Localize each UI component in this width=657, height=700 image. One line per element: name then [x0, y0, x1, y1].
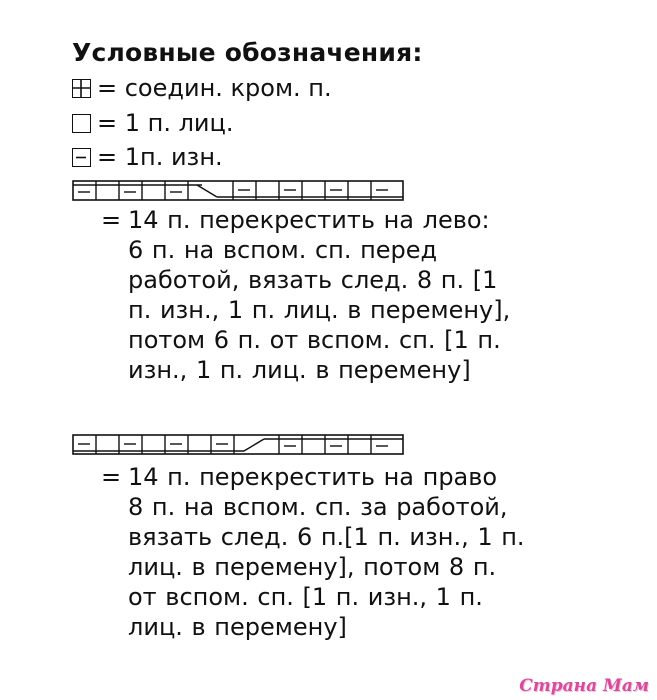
legend-label: = 1п. изн.: [97, 143, 223, 171]
desc-line: от вспом. сп. [1 п. изн., 1 п.: [128, 583, 483, 611]
legend-item-knit: [72, 109, 234, 137]
page-title: Условные обозначения:: [72, 38, 423, 67]
cable-left-description: [128, 205, 510, 385]
purl-dash-icon: [72, 148, 91, 167]
desc-line: п. изн., 1 п. лиц. в перемену],: [128, 296, 511, 324]
selvage-join-icon: [72, 79, 91, 98]
cable-left-equals: =: [101, 206, 122, 234]
legend-item-purl: [72, 143, 223, 171]
legend-item-selvage: [72, 74, 332, 102]
cable-right-description: [128, 462, 525, 642]
legend-label: = 1 п. лиц.: [97, 109, 234, 137]
desc-line: работой, вязать след. 8 п. [1: [128, 266, 498, 294]
cable-right-chart-icon: [72, 434, 404, 456]
legend-label: = соедин. кром. п.: [97, 74, 332, 102]
cable-left-chart-icon: [72, 180, 404, 202]
desc-line: 8 п. на вспом. сп. за работой,: [128, 493, 508, 521]
desc-line: вязать след. 6 п.[1 п. изн., 1 п.: [128, 523, 525, 551]
desc-line: изн., 1 п. лиц. в перемену]: [128, 356, 471, 384]
desc-line: лиц. в перемену], потом 8 п.: [128, 553, 497, 581]
site-watermark: Страна Мам: [519, 676, 649, 696]
knit-square-icon: [72, 114, 91, 133]
desc-line: лиц. в перемену]: [128, 613, 347, 641]
desc-line: 14 п. перекрестить на право: [128, 463, 498, 491]
cable-right-equals: =: [101, 463, 122, 491]
desc-line: 6 п. на вспом. сп. перед: [128, 236, 438, 264]
desc-line: 14 п. перекрестить на лево:: [128, 206, 490, 234]
desc-line: потом 6 п. от вспом. сп. [1 п.: [128, 326, 501, 354]
